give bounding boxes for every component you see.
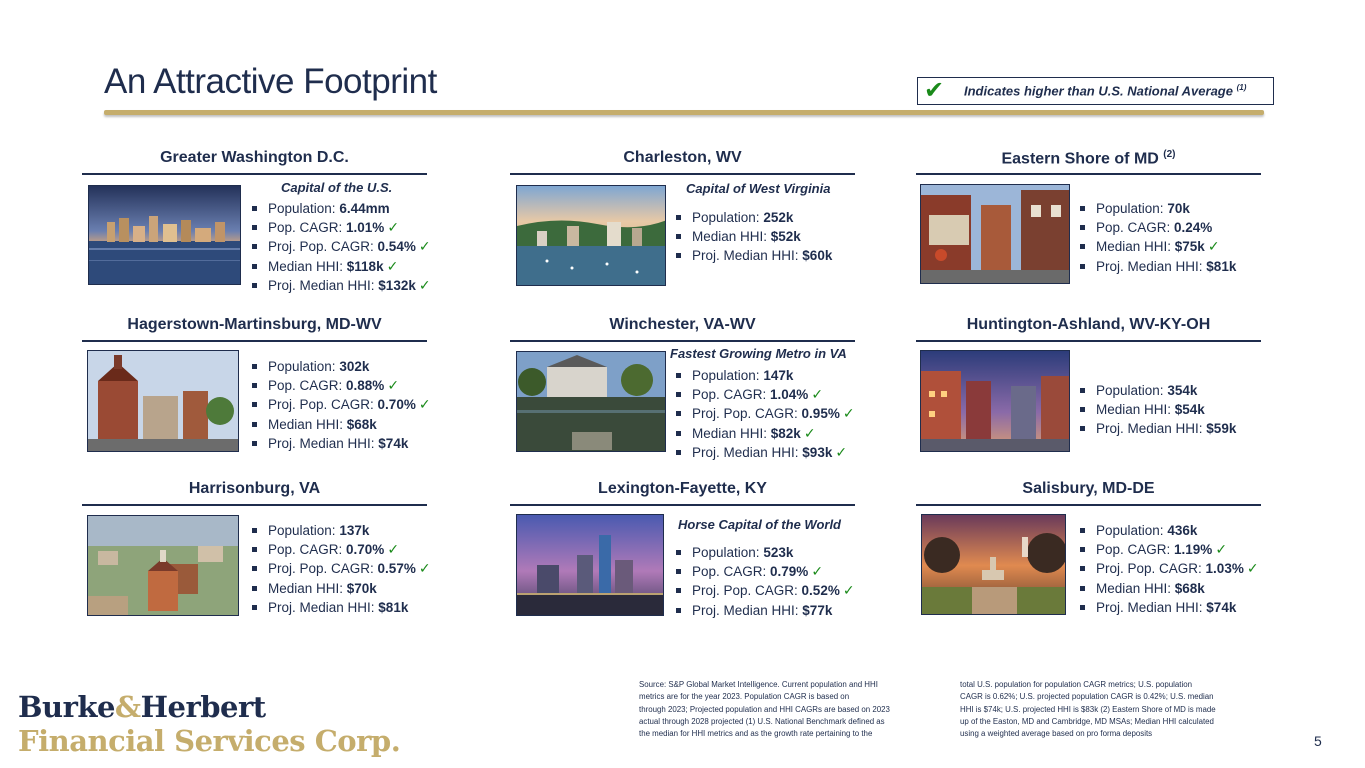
logo-line-1: Burke&Herbert [18, 690, 266, 724]
photo-hagerstown [87, 350, 239, 452]
source-note-right: total U.S. population for population CAGR metrics; U.S. population CAGR is 0.62%; U.S. projected population CAGR is 0.42%; U.S. median HHI is $74k; U.S. projected HHI is $83k (2) Eastern Shore of MD is made up of the Easton, MD and Cambridge, MD MSAs; Median HHI calculated using a weighted average based on pro forma deposits [960, 680, 1216, 739]
region-title: Hagerstown-Martinsburg, MD-WV [127, 316, 382, 333]
stat-item: Proj. Median HHI: $77k [674, 601, 855, 620]
stat-item: Proj. Pop. CAGR: 0.95% ✓ [674, 404, 855, 423]
check-icon: ✓ [1246, 560, 1259, 577]
stats-list [250, 521, 431, 617]
stat-item: Proj. Median HHI: $81k [1078, 257, 1236, 276]
stats-list [674, 366, 855, 462]
stat-item: Population: 252k [674, 208, 832, 227]
photo-winchester [516, 351, 666, 452]
stat-item: Median HHI: $70k [250, 579, 431, 598]
stat-item: Pop. CAGR: 0.24% [1078, 218, 1236, 237]
stat-item: Median HHI: $52k [674, 227, 832, 246]
stat-item: Median HHI: $118k ✓ [250, 257, 431, 276]
source-note-left: Source: S&P Global Market Intelligence. Current population and HHI metrics are for the year 2023. Population CAGR is based on through 2023; Projected population and HHI CAGRs are based on 2023 actual through 2028 projected (1) U.S. National Benchmark defined as the median for HHI metrics and as the growth rate pertaining to the [639, 680, 890, 739]
region-title: Harrisonburg, VA [188, 480, 321, 497]
region-title: Charleston, WV [623, 149, 742, 166]
region-charleston [510, 149, 855, 299]
check-icon: ✔ [924, 77, 945, 104]
title-divider [104, 110, 1264, 115]
stats-list [1078, 199, 1236, 276]
region-divider [82, 340, 427, 342]
stats-list [674, 208, 832, 266]
legend-box [917, 77, 1274, 105]
region-winchester [510, 316, 855, 466]
check-icon: ✓ [842, 405, 855, 422]
page-number: 5 [1314, 733, 1322, 749]
photo-charleston [516, 185, 666, 286]
stats-list [1078, 521, 1259, 617]
logo-line-2: Financial Services Corp. [18, 724, 401, 758]
region-greater-washington [82, 149, 431, 299]
check-icon: ✓ [811, 386, 824, 403]
region-divider [510, 173, 855, 175]
legend-text: Indicates higher than U.S. National Average $^{(1)}$ [964, 83, 1247, 99]
check-icon: ✓ [387, 219, 400, 236]
stat-item: Proj. Median HHI: $59k [1078, 419, 1236, 438]
stat-item: Population: 354k [1078, 381, 1236, 400]
check-icon: ✓ [1207, 238, 1220, 255]
stat-item: Proj. Median HHI: $74k [250, 434, 431, 453]
stat-item: Population: 523k [674, 543, 855, 562]
check-icon: ✓ [418, 276, 431, 293]
region-divider [510, 504, 855, 506]
photo-salisbury [921, 514, 1066, 615]
check-icon: ✓ [803, 424, 816, 441]
stats-list [250, 199, 431, 295]
region-title: Huntington-Ashland, WV-KY-OH [966, 316, 1211, 333]
region-subtitle: Capital of West Virginia [686, 181, 831, 196]
region-divider [82, 504, 427, 506]
stat-item: Proj. Pop. CAGR: 0.57% ✓ [250, 559, 431, 578]
stat-item: Proj. Pop. CAGR: 0.52% ✓ [674, 581, 855, 600]
stat-item: Proj. Median HHI: $81k [250, 598, 431, 617]
check-icon: ✓ [387, 541, 400, 558]
region-harrisonburg [82, 480, 431, 630]
check-icon: ✓ [387, 377, 400, 394]
region-subtitle: Capital of the U.S. [281, 180, 393, 195]
check-icon: ✓ [418, 238, 431, 255]
check-icon: ✓ [418, 396, 431, 413]
region-title: Lexington-Fayette, KY [598, 480, 767, 497]
photo-greater-washington [88, 185, 241, 285]
region-divider [916, 504, 1261, 506]
region-huntington [916, 316, 1261, 466]
stats-list [1078, 381, 1236, 439]
stat-item: Pop. CAGR: 0.88% ✓ [250, 376, 431, 395]
stat-item: Proj. Median HHI: $60k [674, 246, 832, 265]
stat-item: Population: 302k [250, 357, 431, 376]
check-icon: ✓ [386, 257, 399, 274]
region-divider [82, 173, 427, 175]
stat-item: Median HHI: $54k [1078, 400, 1236, 419]
stat-item: Median HHI: $82k ✓ [674, 424, 855, 443]
stat-item: Pop. CAGR: 0.70% ✓ [250, 540, 431, 559]
stat-item: Pop. CAGR: 0.79% ✓ [674, 562, 855, 581]
region-title: Salisbury, MD-DE [1022, 480, 1155, 497]
region-divider [916, 173, 1261, 175]
check-icon: ✓ [835, 443, 848, 460]
stat-item: Proj. Pop. CAGR: 1.03% ✓ [1078, 559, 1259, 578]
stat-item: Population: 147k [674, 366, 855, 385]
stat-item: Proj. Pop. CAGR: 0.54% ✓ [250, 237, 431, 256]
check-icon: ✓ [811, 563, 824, 580]
check-icon: ✓ [842, 582, 855, 599]
region-divider [916, 340, 1261, 342]
region-subtitle: Fastest Growing Metro in VA [670, 346, 847, 361]
photo-huntington [920, 350, 1070, 452]
region-eastern-shore [916, 149, 1261, 299]
region-hagerstown [82, 316, 431, 466]
page-title: An Attractive Footprint [104, 62, 437, 101]
photo-eastern-shore [920, 184, 1070, 284]
stat-item: Median HHI: $68k [250, 415, 431, 434]
stat-item: Proj. Median HHI: $132k ✓ [250, 276, 431, 295]
stat-item: Pop. CAGR: 1.01% ✓ [250, 218, 431, 237]
check-icon: ✓ [418, 560, 431, 577]
stat-item: Median HHI: $68k [1078, 579, 1259, 598]
region-divider [510, 340, 855, 342]
stat-item: Median HHI: $75k ✓ [1078, 237, 1236, 256]
photo-lexington [516, 514, 664, 616]
region-title: Greater Washington D.C. [160, 149, 349, 166]
stat-item: Pop. CAGR: 1.19% ✓ [1078, 540, 1259, 559]
company-logo [18, 690, 400, 758]
stats-list [674, 543, 855, 620]
stat-item: Proj. Pop. CAGR: 0.70% ✓ [250, 395, 431, 414]
region-subtitle: Horse Capital of the World [678, 517, 841, 532]
region-lexington [510, 480, 855, 630]
photo-harrisonburg [87, 515, 239, 616]
stats-list [250, 357, 431, 453]
stat-item: Population: 6.44mm [250, 199, 431, 218]
stat-item: Proj. Median HHI: $93k ✓ [674, 443, 855, 462]
stat-item: Proj. Median HHI: $74k [1078, 598, 1259, 617]
stat-item: Population: 436k [1078, 521, 1259, 540]
stat-item: Population: 70k [1078, 199, 1236, 218]
region-salisbury [916, 480, 1261, 630]
stat-item: Population: 137k [250, 521, 431, 540]
region-title: Eastern Shore of MD $^{(2)}$ [1001, 149, 1176, 168]
stat-item: Pop. CAGR: 1.04% ✓ [674, 385, 855, 404]
region-title: Winchester, VA-WV [609, 316, 756, 333]
check-icon: ✓ [1215, 541, 1228, 558]
